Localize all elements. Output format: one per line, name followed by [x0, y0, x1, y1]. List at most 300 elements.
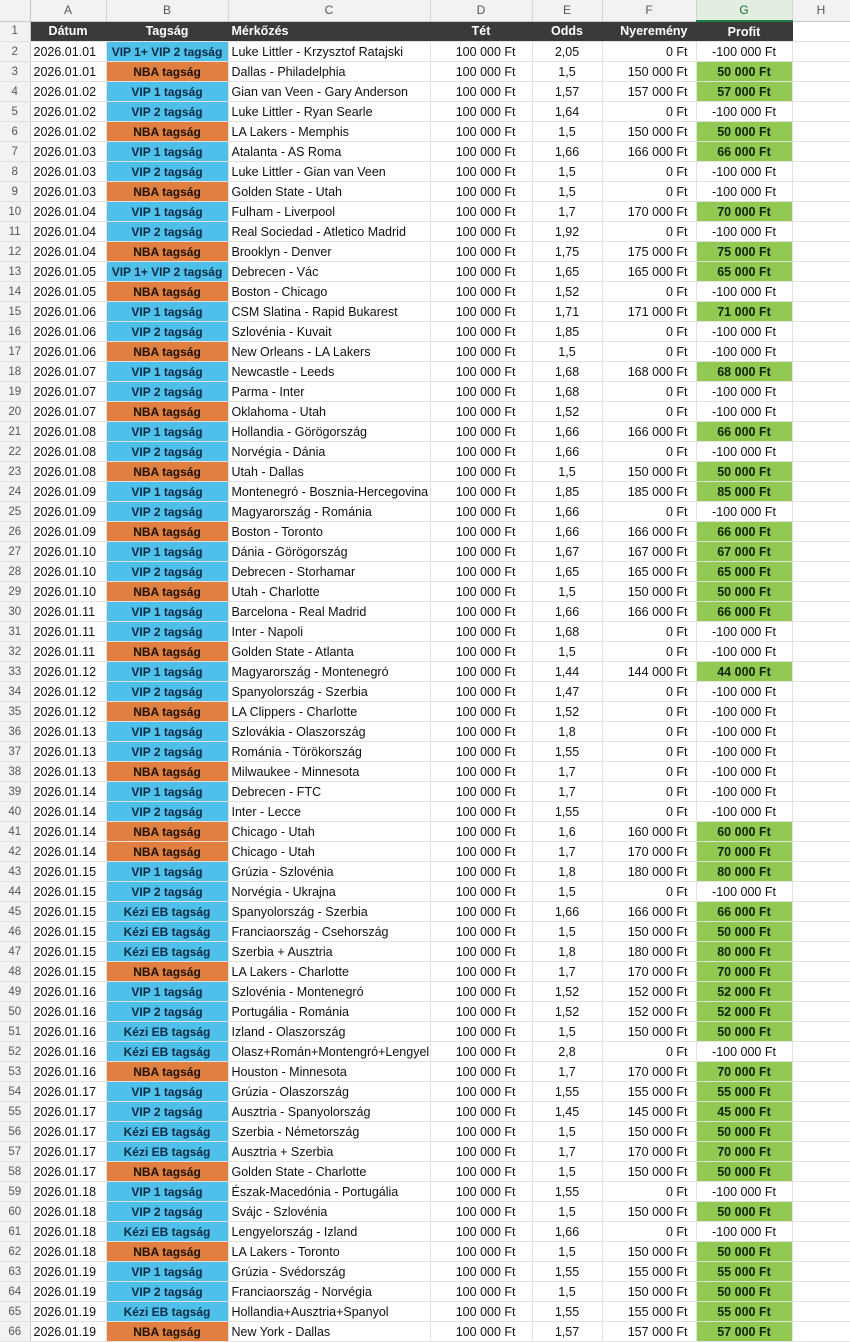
winnings-cell[interactable]: 166 000 Ft	[602, 142, 696, 162]
profit-cell[interactable]: -100 000 Ft	[696, 1182, 792, 1202]
membership-cell[interactable]: NBA tagság	[106, 182, 228, 202]
date-cell[interactable]: 2026.01.07	[30, 382, 106, 402]
row-number[interactable]: 55	[0, 1102, 30, 1122]
empty-cell[interactable]	[792, 682, 850, 702]
row-number[interactable]: 61	[0, 1222, 30, 1242]
stake-cell[interactable]: 100 000 Ft	[430, 1222, 532, 1242]
match-cell[interactable]: Ausztria + Szerbia	[228, 1142, 430, 1162]
winnings-cell[interactable]: 166 000 Ft	[602, 522, 696, 542]
row-number[interactable]: 23	[0, 462, 30, 482]
odds-cell[interactable]: 1,8	[532, 722, 602, 742]
date-cell[interactable]: 2026.01.09	[30, 482, 106, 502]
header-match-cell[interactable]: Mérkőzés	[228, 21, 430, 42]
winnings-cell[interactable]: 0 Ft	[602, 702, 696, 722]
stake-cell[interactable]: 100 000 Ft	[430, 82, 532, 102]
profit-cell[interactable]: -100 000 Ft	[696, 282, 792, 302]
row-number[interactable]: 10	[0, 202, 30, 222]
empty-cell[interactable]	[792, 782, 850, 802]
odds-cell[interactable]: 1,85	[532, 322, 602, 342]
match-cell[interactable]: Utah - Charlotte	[228, 582, 430, 602]
date-cell[interactable]: 2026.01.03	[30, 142, 106, 162]
match-cell[interactable]: Grúzia - Olaszország	[228, 1082, 430, 1102]
column-header-h[interactable]: H	[792, 0, 850, 21]
stake-cell[interactable]: 100 000 Ft	[430, 502, 532, 522]
date-cell[interactable]: 2026.01.18	[30, 1202, 106, 1222]
row-number[interactable]: 27	[0, 542, 30, 562]
row-number[interactable]: 2	[0, 42, 30, 62]
empty-cell[interactable]	[792, 102, 850, 122]
odds-cell[interactable]: 1,52	[532, 282, 602, 302]
header-winnings-cell[interactable]: Nyeremény	[602, 21, 696, 42]
stake-cell[interactable]: 100 000 Ft	[430, 1322, 532, 1342]
stake-cell[interactable]: 100 000 Ft	[430, 882, 532, 902]
membership-cell[interactable]: VIP 1 tagság	[106, 602, 228, 622]
winnings-cell[interactable]: 152 000 Ft	[602, 982, 696, 1002]
profit-cell[interactable]: 66 000 Ft	[696, 902, 792, 922]
match-cell[interactable]: Luke Littler - Gian van Veen	[228, 162, 430, 182]
match-cell[interactable]: Észak-Macedónia - Portugália	[228, 1182, 430, 1202]
membership-cell[interactable]: NBA tagság	[106, 462, 228, 482]
winnings-cell[interactable]: 150 000 Ft	[602, 582, 696, 602]
odds-cell[interactable]: 1,5	[532, 582, 602, 602]
row-number[interactable]: 51	[0, 1022, 30, 1042]
membership-cell[interactable]: VIP 2 tagság	[106, 102, 228, 122]
odds-cell[interactable]: 1,66	[532, 1222, 602, 1242]
row-number[interactable]: 24	[0, 482, 30, 502]
odds-cell[interactable]: 1,5	[532, 922, 602, 942]
stake-cell[interactable]: 100 000 Ft	[430, 822, 532, 842]
empty-cell[interactable]	[792, 182, 850, 202]
membership-cell[interactable]: VIP 2 tagság	[106, 682, 228, 702]
match-cell[interactable]: CSM Slatina - Rapid Bukarest	[228, 302, 430, 322]
membership-cell[interactable]: Kézi EB tagság	[106, 902, 228, 922]
row-number[interactable]: 58	[0, 1162, 30, 1182]
odds-cell[interactable]: 1,52	[532, 702, 602, 722]
profit-cell[interactable]: 57 000 Ft	[696, 82, 792, 102]
odds-cell[interactable]: 1,5	[532, 462, 602, 482]
profit-cell[interactable]: -100 000 Ft	[696, 882, 792, 902]
date-cell[interactable]: 2026.01.16	[30, 1002, 106, 1022]
row-number[interactable]: 18	[0, 362, 30, 382]
stake-cell[interactable]: 100 000 Ft	[430, 722, 532, 742]
stake-cell[interactable]: 100 000 Ft	[430, 1002, 532, 1022]
stake-cell[interactable]: 100 000 Ft	[430, 382, 532, 402]
row-number[interactable]: 19	[0, 382, 30, 402]
empty-cell[interactable]	[792, 882, 850, 902]
winnings-cell[interactable]: 0 Ft	[602, 682, 696, 702]
row-number[interactable]: 9	[0, 182, 30, 202]
membership-cell[interactable]: Kézi EB tagság	[106, 1042, 228, 1062]
empty-cell[interactable]	[792, 1242, 850, 1262]
profit-cell[interactable]: 60 000 Ft	[696, 822, 792, 842]
match-cell[interactable]: Dánia - Görögország	[228, 542, 430, 562]
odds-cell[interactable]: 1,55	[532, 742, 602, 762]
odds-cell[interactable]: 1,5	[532, 62, 602, 82]
stake-cell[interactable]: 100 000 Ft	[430, 1102, 532, 1122]
date-cell[interactable]: 2026.01.14	[30, 842, 106, 862]
winnings-cell[interactable]: 0 Ft	[602, 42, 696, 62]
membership-cell[interactable]: NBA tagság	[106, 702, 228, 722]
odds-cell[interactable]: 1,5	[532, 1202, 602, 1222]
match-cell[interactable]: Grúzia - Svédország	[228, 1262, 430, 1282]
membership-cell[interactable]: NBA tagság	[106, 1242, 228, 1262]
stake-cell[interactable]: 100 000 Ft	[430, 1242, 532, 1262]
odds-cell[interactable]: 1,7	[532, 1142, 602, 1162]
row-number[interactable]: 53	[0, 1062, 30, 1082]
header-membership-cell[interactable]: Tagság	[106, 21, 228, 42]
stake-cell[interactable]: 100 000 Ft	[430, 242, 532, 262]
column-header-b[interactable]: B	[106, 0, 228, 21]
empty-cell[interactable]	[792, 982, 850, 1002]
column-header-e[interactable]: E	[532, 0, 602, 21]
odds-cell[interactable]: 1,5	[532, 1022, 602, 1042]
match-cell[interactable]: Inter - Lecce	[228, 802, 430, 822]
membership-cell[interactable]: VIP 2 tagság	[106, 1202, 228, 1222]
profit-cell[interactable]: -100 000 Ft	[696, 742, 792, 762]
stake-cell[interactable]: 100 000 Ft	[430, 402, 532, 422]
winnings-cell[interactable]: 166 000 Ft	[602, 902, 696, 922]
match-cell[interactable]: LA Lakers - Charlotte	[228, 962, 430, 982]
odds-cell[interactable]: 1,66	[532, 422, 602, 442]
match-cell[interactable]: Golden State - Utah	[228, 182, 430, 202]
match-cell[interactable]: Gian van Veen - Gary Anderson	[228, 82, 430, 102]
stake-cell[interactable]: 100 000 Ft	[430, 162, 532, 182]
row-number[interactable]: 41	[0, 822, 30, 842]
profit-cell[interactable]: 70 000 Ft	[696, 842, 792, 862]
date-cell[interactable]: 2026.01.12	[30, 702, 106, 722]
profit-cell[interactable]: 70 000 Ft	[696, 202, 792, 222]
empty-cell[interactable]	[792, 1102, 850, 1122]
date-cell[interactable]: 2026.01.19	[30, 1322, 106, 1342]
winnings-cell[interactable]: 150 000 Ft	[602, 462, 696, 482]
stake-cell[interactable]: 100 000 Ft	[430, 762, 532, 782]
profit-cell[interactable]: 67 000 Ft	[696, 542, 792, 562]
row-number[interactable]: 43	[0, 862, 30, 882]
profit-cell[interactable]: -100 000 Ft	[696, 802, 792, 822]
row-number[interactable]: 26	[0, 522, 30, 542]
date-cell[interactable]: 2026.01.04	[30, 242, 106, 262]
odds-cell[interactable]: 1,75	[532, 242, 602, 262]
odds-cell[interactable]: 1,68	[532, 622, 602, 642]
membership-cell[interactable]: VIP 1 tagság	[106, 542, 228, 562]
membership-cell[interactable]: VIP 1 tagság	[106, 1182, 228, 1202]
row-number[interactable]: 52	[0, 1042, 30, 1062]
membership-cell[interactable]: Kézi EB tagság	[106, 1122, 228, 1142]
empty-cell[interactable]	[792, 1122, 850, 1142]
winnings-cell[interactable]: 150 000 Ft	[602, 1202, 696, 1222]
date-cell[interactable]: 2026.01.15	[30, 942, 106, 962]
select-all-corner[interactable]	[0, 0, 30, 21]
winnings-cell[interactable]: 175 000 Ft	[602, 242, 696, 262]
row-number[interactable]: 25	[0, 502, 30, 522]
stake-cell[interactable]: 100 000 Ft	[430, 1202, 532, 1222]
odds-cell[interactable]: 1,8	[532, 942, 602, 962]
odds-cell[interactable]: 1,7	[532, 762, 602, 782]
empty-cell[interactable]	[792, 582, 850, 602]
profit-cell[interactable]: 65 000 Ft	[696, 562, 792, 582]
membership-cell[interactable]: VIP 2 tagság	[106, 802, 228, 822]
date-cell[interactable]: 2026.01.03	[30, 162, 106, 182]
row-number[interactable]: 20	[0, 402, 30, 422]
membership-cell[interactable]: NBA tagság	[106, 962, 228, 982]
membership-cell[interactable]: Kézi EB tagság	[106, 942, 228, 962]
match-cell[interactable]: Grúzia - Szlovénia	[228, 862, 430, 882]
odds-cell[interactable]: 1,55	[532, 802, 602, 822]
winnings-cell[interactable]: 165 000 Ft	[602, 562, 696, 582]
empty-cell[interactable]	[792, 822, 850, 842]
match-cell[interactable]: LA Lakers - Toronto	[228, 1242, 430, 1262]
row-number[interactable]: 42	[0, 842, 30, 862]
odds-cell[interactable]: 1,68	[532, 362, 602, 382]
membership-cell[interactable]: VIP 2 tagság	[106, 882, 228, 902]
stake-cell[interactable]: 100 000 Ft	[430, 202, 532, 222]
match-cell[interactable]: Magyarország - Montenegró	[228, 662, 430, 682]
membership-cell[interactable]: VIP 2 tagság	[106, 1002, 228, 1022]
date-cell[interactable]: 2026.01.17	[30, 1142, 106, 1162]
odds-cell[interactable]: 1,6	[532, 822, 602, 842]
empty-cell[interactable]	[792, 402, 850, 422]
stake-cell[interactable]: 100 000 Ft	[430, 222, 532, 242]
stake-cell[interactable]: 100 000 Ft	[430, 682, 532, 702]
winnings-cell[interactable]: 0 Ft	[602, 442, 696, 462]
row-number[interactable]: 21	[0, 422, 30, 442]
row-number[interactable]: 4	[0, 82, 30, 102]
column-header-d[interactable]: D	[430, 0, 532, 21]
odds-cell[interactable]: 1,5	[532, 882, 602, 902]
date-cell[interactable]: 2026.01.02	[30, 82, 106, 102]
row-number[interactable]: 7	[0, 142, 30, 162]
row-number[interactable]: 36	[0, 722, 30, 742]
row-number[interactable]: 30	[0, 602, 30, 622]
match-cell[interactable]: Inter - Napoli	[228, 622, 430, 642]
empty-cell[interactable]	[792, 62, 850, 82]
match-cell[interactable]: Debrecen - FTC	[228, 782, 430, 802]
membership-cell[interactable]: NBA tagság	[106, 1062, 228, 1082]
winnings-cell[interactable]: 150 000 Ft	[602, 1282, 696, 1302]
membership-cell[interactable]: VIP 2 tagság	[106, 742, 228, 762]
profit-cell[interactable]: 55 000 Ft	[696, 1082, 792, 1102]
odds-cell[interactable]: 1,66	[532, 602, 602, 622]
odds-cell[interactable]: 1,5	[532, 1282, 602, 1302]
empty-cell[interactable]	[792, 222, 850, 242]
profit-cell[interactable]: 45 000 Ft	[696, 1102, 792, 1122]
row-number[interactable]: 8	[0, 162, 30, 182]
odds-cell[interactable]: 1,7	[532, 1062, 602, 1082]
row-number[interactable]: 39	[0, 782, 30, 802]
date-cell[interactable]: 2026.01.02	[30, 102, 106, 122]
profit-cell[interactable]: 66 000 Ft	[696, 142, 792, 162]
empty-cell[interactable]	[792, 302, 850, 322]
match-cell[interactable]: New Orleans - LA Lakers	[228, 342, 430, 362]
empty-cell[interactable]	[792, 282, 850, 302]
row-number[interactable]: 38	[0, 762, 30, 782]
match-cell[interactable]: Norvégia - Dánia	[228, 442, 430, 462]
membership-cell[interactable]: NBA tagság	[106, 822, 228, 842]
row-number[interactable]: 1	[0, 21, 30, 42]
profit-cell[interactable]: 50 000 Ft	[696, 462, 792, 482]
winnings-cell[interactable]: 167 000 Ft	[602, 542, 696, 562]
row-number[interactable]: 13	[0, 262, 30, 282]
row-number[interactable]: 15	[0, 302, 30, 322]
stake-cell[interactable]: 100 000 Ft	[430, 962, 532, 982]
profit-cell[interactable]: -100 000 Ft	[696, 1222, 792, 1242]
membership-cell[interactable]: VIP 1 tagság	[106, 1262, 228, 1282]
profit-cell[interactable]: 70 000 Ft	[696, 1062, 792, 1082]
empty-cell[interactable]	[792, 422, 850, 442]
membership-cell[interactable]: VIP 1 tagság	[106, 662, 228, 682]
stake-cell[interactable]: 100 000 Ft	[430, 462, 532, 482]
empty-cell[interactable]	[792, 122, 850, 142]
date-cell[interactable]: 2026.01.18	[30, 1222, 106, 1242]
empty-cell[interactable]	[792, 82, 850, 102]
date-cell[interactable]: 2026.01.05	[30, 282, 106, 302]
odds-cell[interactable]: 1,68	[532, 382, 602, 402]
winnings-cell[interactable]: 145 000 Ft	[602, 1102, 696, 1122]
profit-cell[interactable]: -100 000 Ft	[696, 162, 792, 182]
profit-cell[interactable]: 65 000 Ft	[696, 262, 792, 282]
row-number[interactable]: 63	[0, 1262, 30, 1282]
profit-cell[interactable]: -100 000 Ft	[696, 622, 792, 642]
row-number[interactable]: 35	[0, 702, 30, 722]
winnings-cell[interactable]: 0 Ft	[602, 882, 696, 902]
odds-cell[interactable]: 1,65	[532, 262, 602, 282]
date-cell[interactable]: 2026.01.16	[30, 1042, 106, 1062]
date-cell[interactable]: 2026.01.17	[30, 1122, 106, 1142]
empty-cell[interactable]	[792, 322, 850, 342]
membership-cell[interactable]: NBA tagság	[106, 1322, 228, 1342]
odds-cell[interactable]: 1,5	[532, 642, 602, 662]
odds-cell[interactable]: 1,52	[532, 402, 602, 422]
date-cell[interactable]: 2026.01.08	[30, 442, 106, 462]
match-cell[interactable]: Chicago - Utah	[228, 822, 430, 842]
winnings-cell[interactable]: 155 000 Ft	[602, 1082, 696, 1102]
date-cell[interactable]: 2026.01.16	[30, 1022, 106, 1042]
match-cell[interactable]: Boston - Chicago	[228, 282, 430, 302]
empty-cell[interactable]	[792, 542, 850, 562]
stake-cell[interactable]: 100 000 Ft	[430, 702, 532, 722]
match-cell[interactable]: Debrecen - Storhamar	[228, 562, 430, 582]
empty-cell[interactable]	[792, 1182, 850, 1202]
match-cell[interactable]: Hollandia - Görögország	[228, 422, 430, 442]
membership-cell[interactable]: VIP 1 tagság	[106, 1082, 228, 1102]
membership-cell[interactable]: NBA tagság	[106, 62, 228, 82]
winnings-cell[interactable]: 0 Ft	[602, 342, 696, 362]
winnings-cell[interactable]: 0 Ft	[602, 782, 696, 802]
stake-cell[interactable]: 100 000 Ft	[430, 482, 532, 502]
odds-cell[interactable]: 2,8	[532, 1042, 602, 1062]
match-cell[interactable]: Boston - Toronto	[228, 522, 430, 542]
winnings-cell[interactable]: 0 Ft	[602, 502, 696, 522]
winnings-cell[interactable]: 0 Ft	[602, 1042, 696, 1062]
match-cell[interactable]: Portugália - Románia	[228, 1002, 430, 1022]
odds-cell[interactable]: 1,7	[532, 962, 602, 982]
profit-cell[interactable]: -100 000 Ft	[696, 702, 792, 722]
row-number[interactable]: 57	[0, 1142, 30, 1162]
odds-cell[interactable]: 1,65	[532, 562, 602, 582]
empty-cell[interactable]	[792, 42, 850, 62]
row-number[interactable]: 14	[0, 282, 30, 302]
profit-cell[interactable]: -100 000 Ft	[696, 42, 792, 62]
odds-cell[interactable]: 1,5	[532, 162, 602, 182]
match-cell[interactable]: Houston - Minnesota	[228, 1062, 430, 1082]
membership-cell[interactable]: VIP 2 tagság	[106, 442, 228, 462]
profit-cell[interactable]: 50 000 Ft	[696, 1282, 792, 1302]
odds-cell[interactable]: 1,66	[532, 442, 602, 462]
profit-cell[interactable]: -100 000 Ft	[696, 442, 792, 462]
empty-cell[interactable]	[792, 142, 850, 162]
date-cell[interactable]: 2026.01.19	[30, 1282, 106, 1302]
empty-cell[interactable]	[792, 722, 850, 742]
empty-cell[interactable]	[792, 642, 850, 662]
profit-cell[interactable]: 50 000 Ft	[696, 1122, 792, 1142]
empty-cell[interactable]	[792, 382, 850, 402]
empty-cell[interactable]	[792, 21, 850, 42]
stake-cell[interactable]: 100 000 Ft	[430, 102, 532, 122]
date-cell[interactable]: 2026.01.09	[30, 522, 106, 542]
empty-cell[interactable]	[792, 1222, 850, 1242]
odds-cell[interactable]: 1,66	[532, 522, 602, 542]
empty-cell[interactable]	[792, 662, 850, 682]
odds-cell[interactable]: 1,7	[532, 202, 602, 222]
row-number[interactable]: 32	[0, 642, 30, 662]
date-cell[interactable]: 2026.01.02	[30, 122, 106, 142]
match-cell[interactable]: Szlovénia - Kuvait	[228, 322, 430, 342]
profit-cell[interactable]: 75 000 Ft	[696, 242, 792, 262]
profit-cell[interactable]: -100 000 Ft	[696, 502, 792, 522]
empty-cell[interactable]	[792, 1142, 850, 1162]
profit-cell[interactable]: 52 000 Ft	[696, 1002, 792, 1022]
winnings-cell[interactable]: 0 Ft	[602, 642, 696, 662]
stake-cell[interactable]: 100 000 Ft	[430, 182, 532, 202]
match-cell[interactable]: Golden State - Atlanta	[228, 642, 430, 662]
match-cell[interactable]: Magyarország - Románia	[228, 502, 430, 522]
profit-cell[interactable]: 55 000 Ft	[696, 1302, 792, 1322]
empty-cell[interactable]	[792, 462, 850, 482]
empty-cell[interactable]	[792, 922, 850, 942]
profit-cell[interactable]: -100 000 Ft	[696, 762, 792, 782]
stake-cell[interactable]: 100 000 Ft	[430, 562, 532, 582]
membership-cell[interactable]: NBA tagság	[106, 122, 228, 142]
profit-cell[interactable]: -100 000 Ft	[696, 402, 792, 422]
winnings-cell[interactable]: 150 000 Ft	[602, 122, 696, 142]
column-header-g[interactable]: G	[696, 0, 792, 21]
winnings-cell[interactable]: 0 Ft	[602, 622, 696, 642]
match-cell[interactable]: Spanyolország - Szerbia	[228, 682, 430, 702]
stake-cell[interactable]: 100 000 Ft	[430, 662, 532, 682]
date-cell[interactable]: 2026.01.15	[30, 922, 106, 942]
header-odds-cell[interactable]: Odds	[532, 21, 602, 42]
odds-cell[interactable]: 1,66	[532, 902, 602, 922]
winnings-cell[interactable]: 157 000 Ft	[602, 1322, 696, 1342]
profit-cell[interactable]: -100 000 Ft	[696, 682, 792, 702]
date-cell[interactable]: 2026.01.13	[30, 742, 106, 762]
profit-cell[interactable]: 44 000 Ft	[696, 662, 792, 682]
row-number[interactable]: 49	[0, 982, 30, 1002]
match-cell[interactable]: Lengyelország - Izland	[228, 1222, 430, 1242]
date-cell[interactable]: 2026.01.19	[30, 1262, 106, 1282]
stake-cell[interactable]: 100 000 Ft	[430, 802, 532, 822]
row-number[interactable]: 29	[0, 582, 30, 602]
stake-cell[interactable]: 100 000 Ft	[430, 62, 532, 82]
winnings-cell[interactable]: 152 000 Ft	[602, 1002, 696, 1022]
profit-cell[interactable]: 68 000 Ft	[696, 362, 792, 382]
empty-cell[interactable]	[792, 442, 850, 462]
empty-cell[interactable]	[792, 902, 850, 922]
stake-cell[interactable]: 100 000 Ft	[430, 1022, 532, 1042]
stake-cell[interactable]: 100 000 Ft	[430, 302, 532, 322]
row-number[interactable]: 37	[0, 742, 30, 762]
empty-cell[interactable]	[792, 702, 850, 722]
